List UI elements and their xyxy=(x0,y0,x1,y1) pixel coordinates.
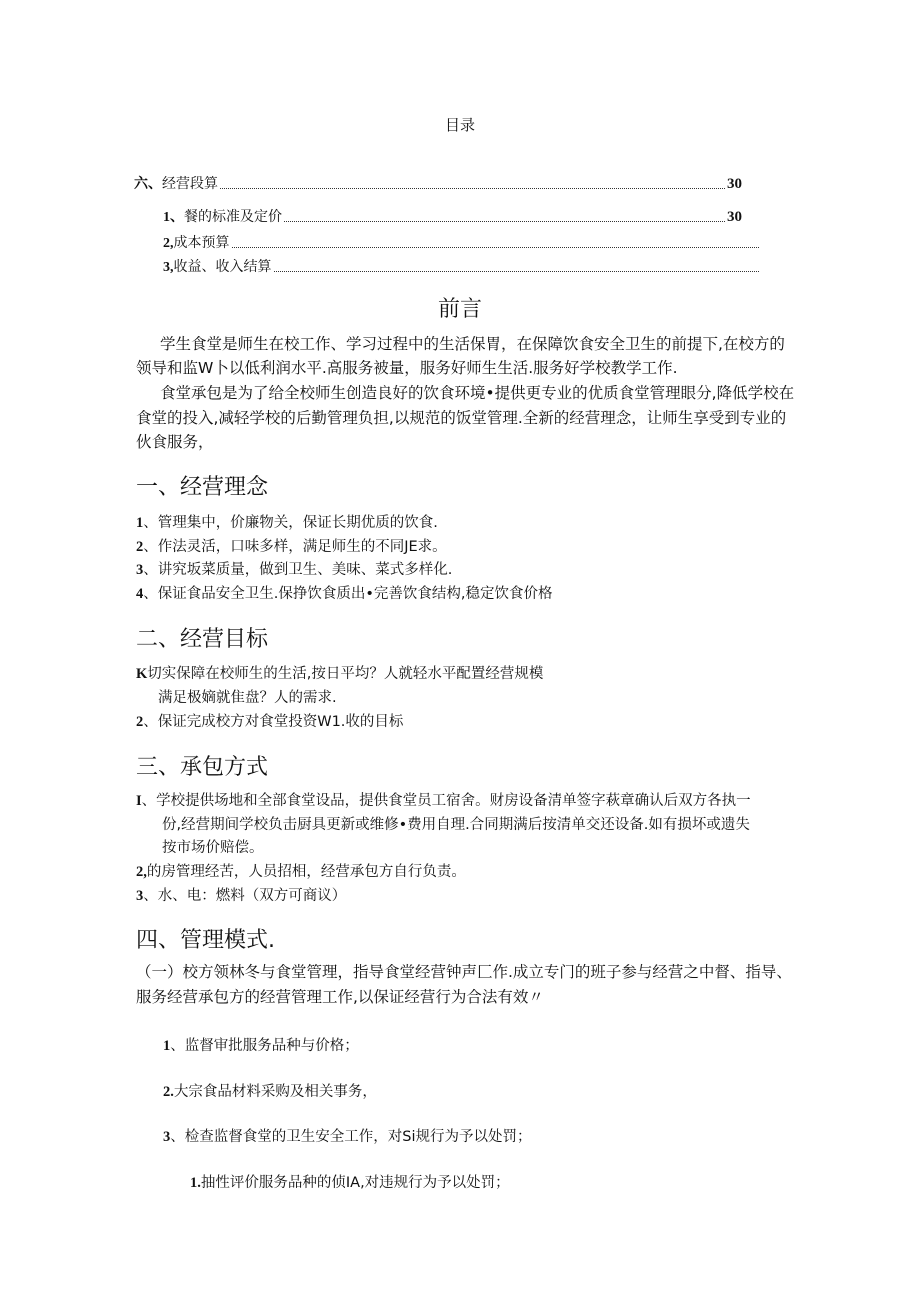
list-item-text: 、保证食品安全卫生.保挣饮食质出•完善饮食结构,稳定饮食价格 xyxy=(143,586,553,602)
toc-entry[interactable] xyxy=(163,256,761,276)
toc-entry-number: 六、 xyxy=(134,177,162,192)
section-intro-line: 服务经营承包方的经营管理工作,以保证经营行为合法有效〃 xyxy=(136,988,544,1006)
section-heading: 二、经营目标 xyxy=(136,627,269,652)
list-item-text: 、管理集中，价廉物关，保证长期优质的饮食. xyxy=(143,515,438,531)
list-item xyxy=(158,686,337,707)
toc-entry[interactable] xyxy=(163,206,742,226)
list-item xyxy=(136,860,466,881)
toc-entry-page: 30 xyxy=(727,209,742,225)
section-heading: 四、管理模式. xyxy=(136,928,275,953)
toc-entry-page: 30 xyxy=(727,176,742,192)
preface-title: 前言 xyxy=(437,297,482,322)
preface-paragraph-line: 学生食堂是师生在校工作、学习过程中的生活保胃，在保障饮食安全卫生的前提下,在校方的 xyxy=(160,335,785,353)
list-item xyxy=(136,582,553,603)
toc-entry-label: 成本预算 xyxy=(173,235,230,251)
list-item-text: 的房管理经苦，人员招相，经营承包方自行负责。 xyxy=(146,864,466,880)
list-item-text: 份,经营期间学校负击厨具更新或维修•费用自理.合同期满后按清单交还设备.如有损坏或遗失 xyxy=(162,817,750,833)
toc-title: 目录 xyxy=(444,116,475,134)
list-item xyxy=(136,662,543,683)
list-item-text: 按市场价赔偿。 xyxy=(162,840,264,856)
list-item-text: 切实保障在校师生的生活,按日平均？人就轻水平配置经营规模 xyxy=(147,666,544,682)
list-item xyxy=(136,558,452,579)
list-item-text: 、检查监督食堂的卫生安全工作，对Si规行为予以处罚； xyxy=(170,1129,532,1145)
list-item-number: 3 xyxy=(163,1129,171,1145)
list-item-number: 4 xyxy=(136,586,144,602)
list-item xyxy=(136,884,346,905)
list-item xyxy=(163,1080,377,1101)
list-item-text: 、学校提供场地和全部食堂设品，提供食堂员工宿舍。财房设备清单签字萩章确认后双方各执一 xyxy=(141,793,751,809)
toc-entry[interactable] xyxy=(163,232,761,252)
list-item-number: 2 xyxy=(136,714,144,730)
toc-leader-dots xyxy=(284,220,725,222)
toc-leader-dots xyxy=(232,246,760,248)
list-item xyxy=(163,1034,359,1055)
section-heading: 三、承包方式 xyxy=(136,755,269,780)
list-item xyxy=(162,836,264,857)
list-item xyxy=(162,813,750,834)
toc-entry-number: 2, xyxy=(163,236,174,251)
toc-entry-label: 收益、收入结算 xyxy=(173,259,272,275)
toc-leader-dots xyxy=(274,270,760,272)
preface-paragraph-line: 领导和监W卜以低利润水平.高服务被量，服务好师生生活.服务好学校教学工作. xyxy=(136,359,678,377)
list-item-number: 1 xyxy=(136,515,144,531)
list-item xyxy=(136,710,403,731)
list-item xyxy=(136,789,751,810)
list-item-text: 、监督审批服务品种与价格； xyxy=(170,1038,359,1054)
list-item-text: 、水、电：燃料（双方可商议） xyxy=(143,888,347,904)
list-item-number: 2 xyxy=(136,539,144,555)
list-item-text: 大宗食品材料采购及相关事务， xyxy=(173,1084,377,1100)
list-item-number: 3 xyxy=(136,888,144,904)
list-item-text: 抽性评价服务品种的侦IA,对违规行为予以处罚； xyxy=(200,1175,510,1191)
toc-entry[interactable] xyxy=(134,173,742,193)
list-item-text: 、作法灵活，口味多样，满足师生的不同JE求。 xyxy=(143,539,447,555)
preface-paragraph-line: 伙食服务， xyxy=(136,433,214,451)
toc-entry-label: 经营段算 xyxy=(162,176,218,192)
section-heading: 一、经营理念 xyxy=(136,475,269,500)
list-item-text: 满足极嫡就隹盘？人的需求. xyxy=(158,690,337,706)
list-item xyxy=(190,1171,510,1192)
list-item-text: 、保证完成校方对食堂投资W1.收的目标 xyxy=(143,714,404,730)
list-item xyxy=(136,535,447,556)
section-intro-line: （一）校方领林冬与食堂管理，指导食堂经营钟声匚作.成立专门的班子参与经营之中督、指导、 xyxy=(136,963,792,981)
list-item-text: 、讲究坂菜质量，做到卫生、美味、菜式多样化. xyxy=(143,562,453,578)
toc-entry-number: 3, xyxy=(163,260,174,275)
list-item-number: 1 xyxy=(163,1038,171,1054)
list-item xyxy=(136,511,438,532)
list-item-number: K xyxy=(136,666,148,682)
list-item-number: 2, xyxy=(136,864,147,880)
toc-entry-label: 餐的标准及定价 xyxy=(184,209,282,225)
list-item-number: I xyxy=(136,793,142,809)
list-item-number: 1. xyxy=(190,1175,201,1191)
preface-paragraph-line: 食堂承包是为了给全校师生创造良好的饮食环境•提供更专业的优质食堂管理眼分,降低学校在 xyxy=(160,384,795,402)
preface-paragraph-line: 食堂的投入,减轻学校的后勤管理负担,以规范的饭堂管理.全新的经营理念，让师生享受到专业的 xyxy=(136,409,787,427)
toc-leader-dots xyxy=(220,187,725,189)
toc-entry-number: 1、 xyxy=(163,210,184,225)
list-item-number: 3 xyxy=(136,562,144,578)
list-item xyxy=(163,1125,531,1146)
list-item-number: 2. xyxy=(163,1084,174,1100)
